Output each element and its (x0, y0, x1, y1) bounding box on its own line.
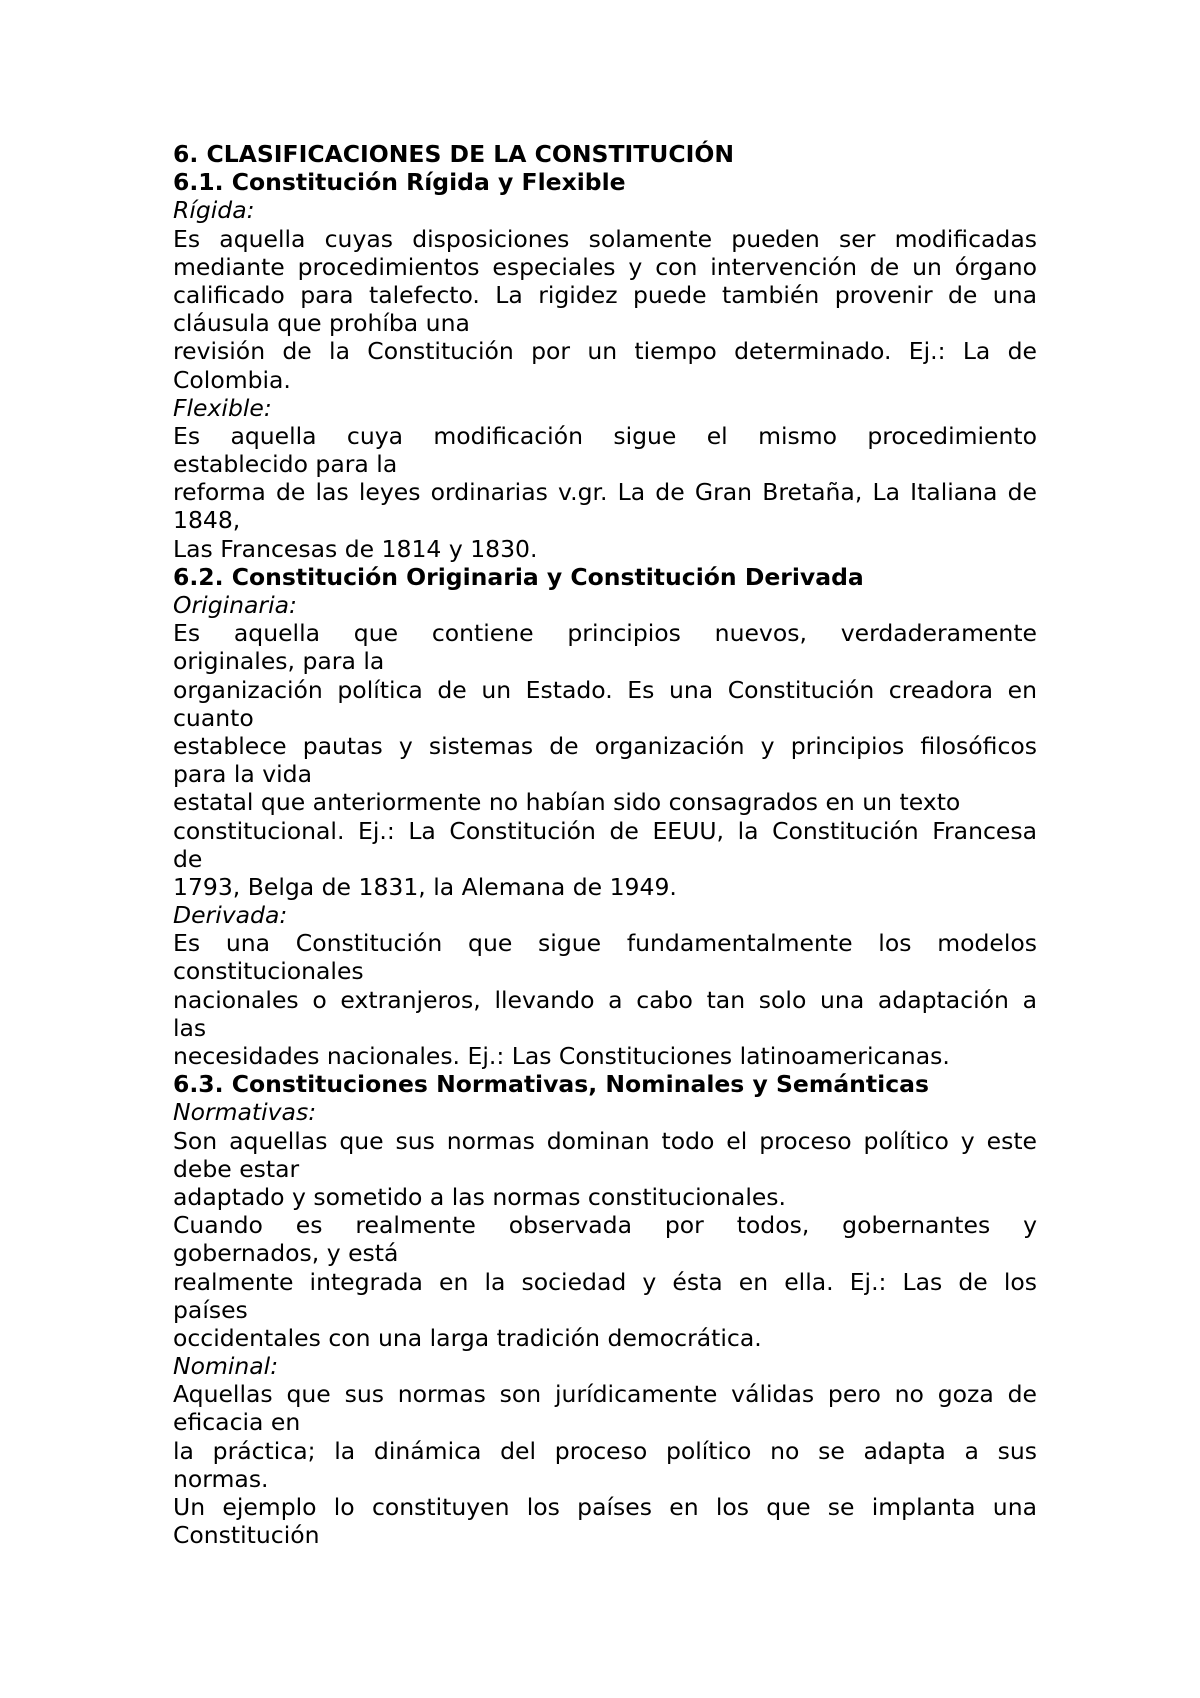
text-line: normas. (173, 1464, 269, 1493)
text-line: países (173, 1295, 248, 1324)
subsection-label: Derivada: (173, 901, 288, 930)
text-line: calificado para talefecto. La rigidez puede también provenir de una (173, 280, 1037, 309)
text-line: revisión de la Constitución por un tiempo determinado. Ej.: La de (173, 337, 1037, 366)
text-line: Cuando es realmente observada por todos, gobernantes y (173, 1211, 1037, 1240)
document-title: 6. CLASIFICACIONES DE LA CONSTITUCIÓN (173, 140, 734, 168)
subsection-label: Originaria: (173, 591, 297, 619)
text-line: la práctica; la dinámica del proceso político no se adapta a sus (173, 1436, 1037, 1465)
text-line: constitucional. Ej.: La Constitución de EEUU, la Constitución Francesa (173, 816, 1037, 845)
text-line: Es aquella que contiene principios nuevos, verdaderamente (173, 619, 1037, 648)
text-line: cuanto (173, 703, 254, 732)
document-lines (173, 168, 1037, 1549)
text-line: adaptado y sometido a las normas constitucionales. (173, 1182, 787, 1211)
text-line: establece pautas y sistemas de organización y principios filosóficos (173, 731, 1037, 760)
text-line: para la vida (173, 760, 313, 789)
text-line: Son aquellas que sus normas dominan todo el proceso político y este (173, 1126, 1037, 1155)
text-line: eficacia en (173, 1408, 301, 1437)
subsection-label: Normativas: (173, 1098, 317, 1127)
text-line: occidentales con una larga tradición democrática. (173, 1323, 762, 1352)
text-line: realmente integrada en la sociedad y ésta en ella. Ej.: Las de los (173, 1267, 1037, 1296)
text-line: gobernados, y está (173, 1239, 399, 1268)
text-line: constitucionales (173, 957, 364, 986)
text-line: Aquellas que sus normas son jurídicamente válidas pero no goza de (173, 1380, 1037, 1409)
text-line: estatal que anteriormente no habían sido consagrados en un texto (173, 788, 961, 817)
text-line: Las Francesas de 1814 y 1830. (173, 534, 538, 563)
text-line: 1793, Belga de 1831, la Alemana de 1949. (173, 872, 677, 901)
subsection-label: Nominal: (173, 1352, 279, 1381)
subsection-label: Rígida: (173, 196, 255, 225)
text-line: las (173, 1013, 207, 1042)
text-line: nacionales o extranjeros, llevando a cabo tan solo una adaptación a (173, 985, 1037, 1014)
text-line: Constitución (173, 1521, 320, 1550)
section-heading: 6.1. Constitución Rígida y Flexible (173, 168, 626, 197)
text-line: de (173, 844, 203, 873)
text-line: Es aquella cuyas disposiciones solamente pueden ser modificadas (173, 224, 1037, 253)
text-line: necesidades nacionales. Ej.: Las Constituciones latinoamericanas. (173, 1042, 950, 1070)
text-line: establecido para la (173, 450, 398, 479)
text-line: reforma de las leyes ordinarias v.gr. La de Gran Bretaña, La Italiana de (173, 478, 1037, 507)
section-heading: 6.3. Constituciones Normativas, Nominales y Semánticas (173, 1070, 929, 1099)
text-line: cláusula que prohíba una (173, 309, 470, 338)
text-line: Es aquella cuya modificación sigue el mismo procedimiento (173, 421, 1037, 450)
section-heading: 6.2. Constitución Originaria y Constitución Derivada (173, 562, 864, 591)
text-line: originales, para la (173, 647, 385, 676)
document-body (173, 140, 1037, 1549)
subsection-label: Flexible: (173, 393, 272, 422)
text-line: Un ejemplo lo constituyen los países en los que se implanta una (173, 1493, 1037, 1521)
text-line: Colombia. (173, 365, 291, 394)
text-line: organización política de un Estado. Es una Constitución creadora en (173, 675, 1037, 704)
text-line: Es una Constitución que sigue fundamentalmente los modelos (173, 929, 1037, 958)
text-line: debe estar (173, 1154, 300, 1183)
text-line: mediante procedimientos especiales y con intervención de un órgano (173, 252, 1037, 281)
text-line: 1848, (173, 506, 241, 535)
